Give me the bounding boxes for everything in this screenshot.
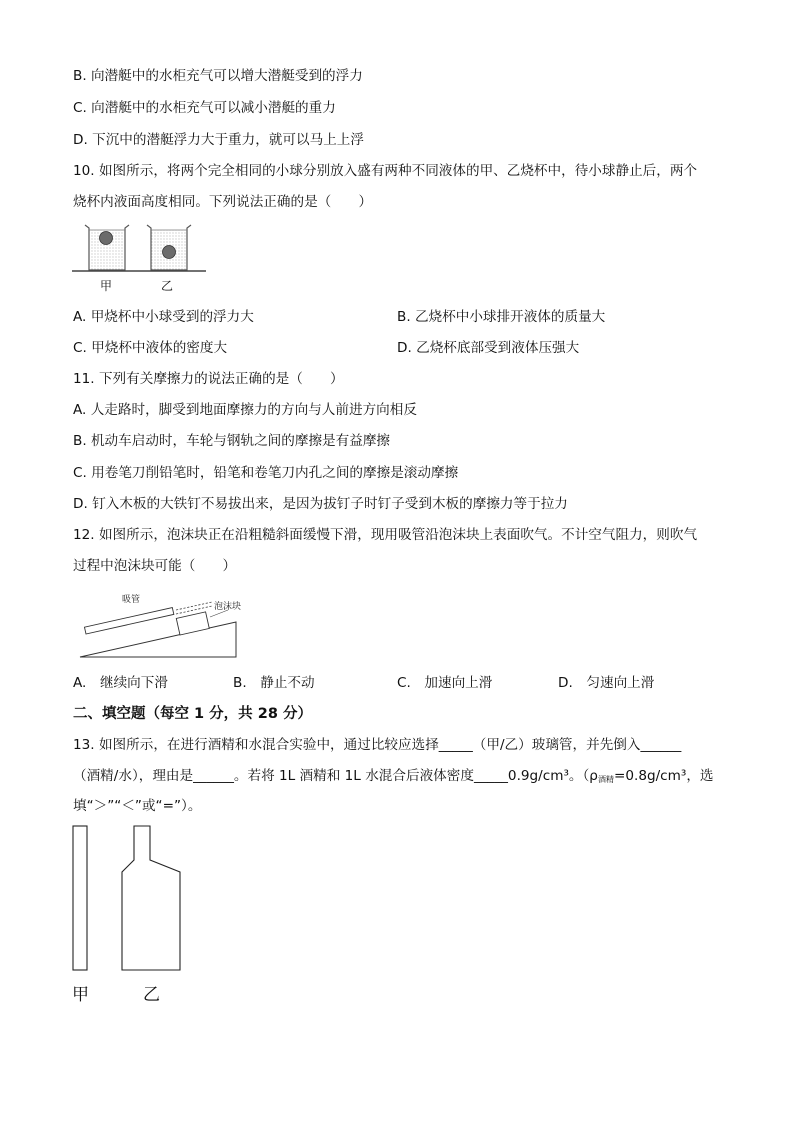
q13-line1: 13. 如图所示，在进行酒精和水混合实验中，通过比较应选择_____（甲/乙）玻璃管，并先倒入______	[73, 737, 682, 753]
q11-option-c: C. 用卷笔刀削铅笔时，铅笔和卷笔刀内孔之间的摩擦是滚动摩擦	[73, 465, 459, 481]
q11-option-b: B. 机动车启动时，车轮与钢轨之间的摩擦是有益摩擦	[73, 433, 391, 449]
foam-block	[176, 612, 209, 635]
beaker-jia	[85, 225, 129, 270]
q10-option-a: A. 甲烧杯中小球受到的浮力大	[73, 309, 254, 325]
q13-line2-part-a: （酒精/水），理由是______。若将 1L 酒精和 1L 水混合后液体密度_____0.9g/cm³。（ρ	[73, 768, 598, 784]
q13-density-subscript: 酒精	[597, 775, 614, 784]
q10-option-d: D. 乙烧杯底部受到液体压强大	[397, 340, 580, 356]
q13-line2	[73, 767, 714, 789]
q12-option-a: A. 继续向下滑	[73, 675, 168, 691]
q12-option-b: B. 静止不动	[233, 675, 315, 691]
section-title: 二、填空题（每空 1 分，共 28 分）	[73, 706, 312, 722]
ball-yi	[163, 246, 176, 259]
q12-stem-line2: 过程中泡沫块可能（ ）	[73, 558, 237, 574]
straw	[84, 608, 173, 634]
ball-jia	[100, 232, 113, 245]
q10-stem-line1: 10. 如图所示，将两个完全相同的小球分别放入盛有两种不同液体的甲、乙烧杯中，待小球静止后，两个	[73, 163, 698, 179]
q13-line3: 填“＞”“＜”或“=”）。	[73, 798, 202, 814]
q9-option-c: C. 向潜艇中的水柜充气可以减小潜艇的重力	[73, 100, 336, 116]
q10-fig-label-jia: 甲	[100, 279, 113, 293]
q12-option-c: C. 加速向上滑	[397, 675, 493, 691]
tube-jia	[73, 826, 87, 970]
q11-stem: 11. 下列有关摩擦力的说法正确的是（ ）	[73, 371, 344, 387]
q10-fig-label-yi: 乙	[161, 279, 174, 293]
q11-option-a: A. 人走路时，脚受到地面摩擦力的方向与人前进方向相反	[73, 402, 417, 418]
q12-option-d: D. 匀速向上滑	[558, 675, 655, 691]
q12-fig-label-straw: 吸管	[122, 595, 141, 605]
q13-line2-part-b: =0.8g/cm³，选	[613, 768, 714, 784]
q12-stem-line1: 12. 如图所示，泡沫块正在沿粗糙斜面缓慢下滑，现用吸管沿泡沫块上表面吹气。不计空气阻力，则吹气	[73, 527, 698, 543]
q12-fig-label-block: 泡沫块	[214, 602, 242, 612]
beaker-yi	[147, 225, 191, 270]
q9-option-d: D. 下沉中的潜艇浮力大于重力，就可以马上上浮	[73, 132, 364, 148]
tube-yi	[122, 826, 180, 970]
q10-beakers-figure	[70, 220, 210, 298]
q13-tubes-figure	[66, 822, 196, 1006]
q11-option-d: D. 钉入木板的大铁钉不易拔出来，是因为拔钉子时钉子受到木板的摩擦力等于拉力	[73, 496, 568, 512]
q9-option-b: B. 向潜艇中的水柜充气可以增大潜艇受到的浮力	[73, 68, 363, 84]
q10-stem-line2: 烧杯内液面高度相同。下列说法正确的是（ ）	[73, 194, 373, 210]
q13-fig-label-yi: 乙	[143, 985, 160, 1005]
q13-fig-label-jia: 甲	[72, 985, 89, 1005]
airflow-lines	[176, 602, 212, 614]
q10-option-b: B. 乙烧杯中小球排开液体的质量大	[397, 309, 606, 325]
q10-option-c: C. 甲烧杯中液体的密度大	[73, 340, 228, 356]
q12-incline-figure	[76, 590, 246, 662]
